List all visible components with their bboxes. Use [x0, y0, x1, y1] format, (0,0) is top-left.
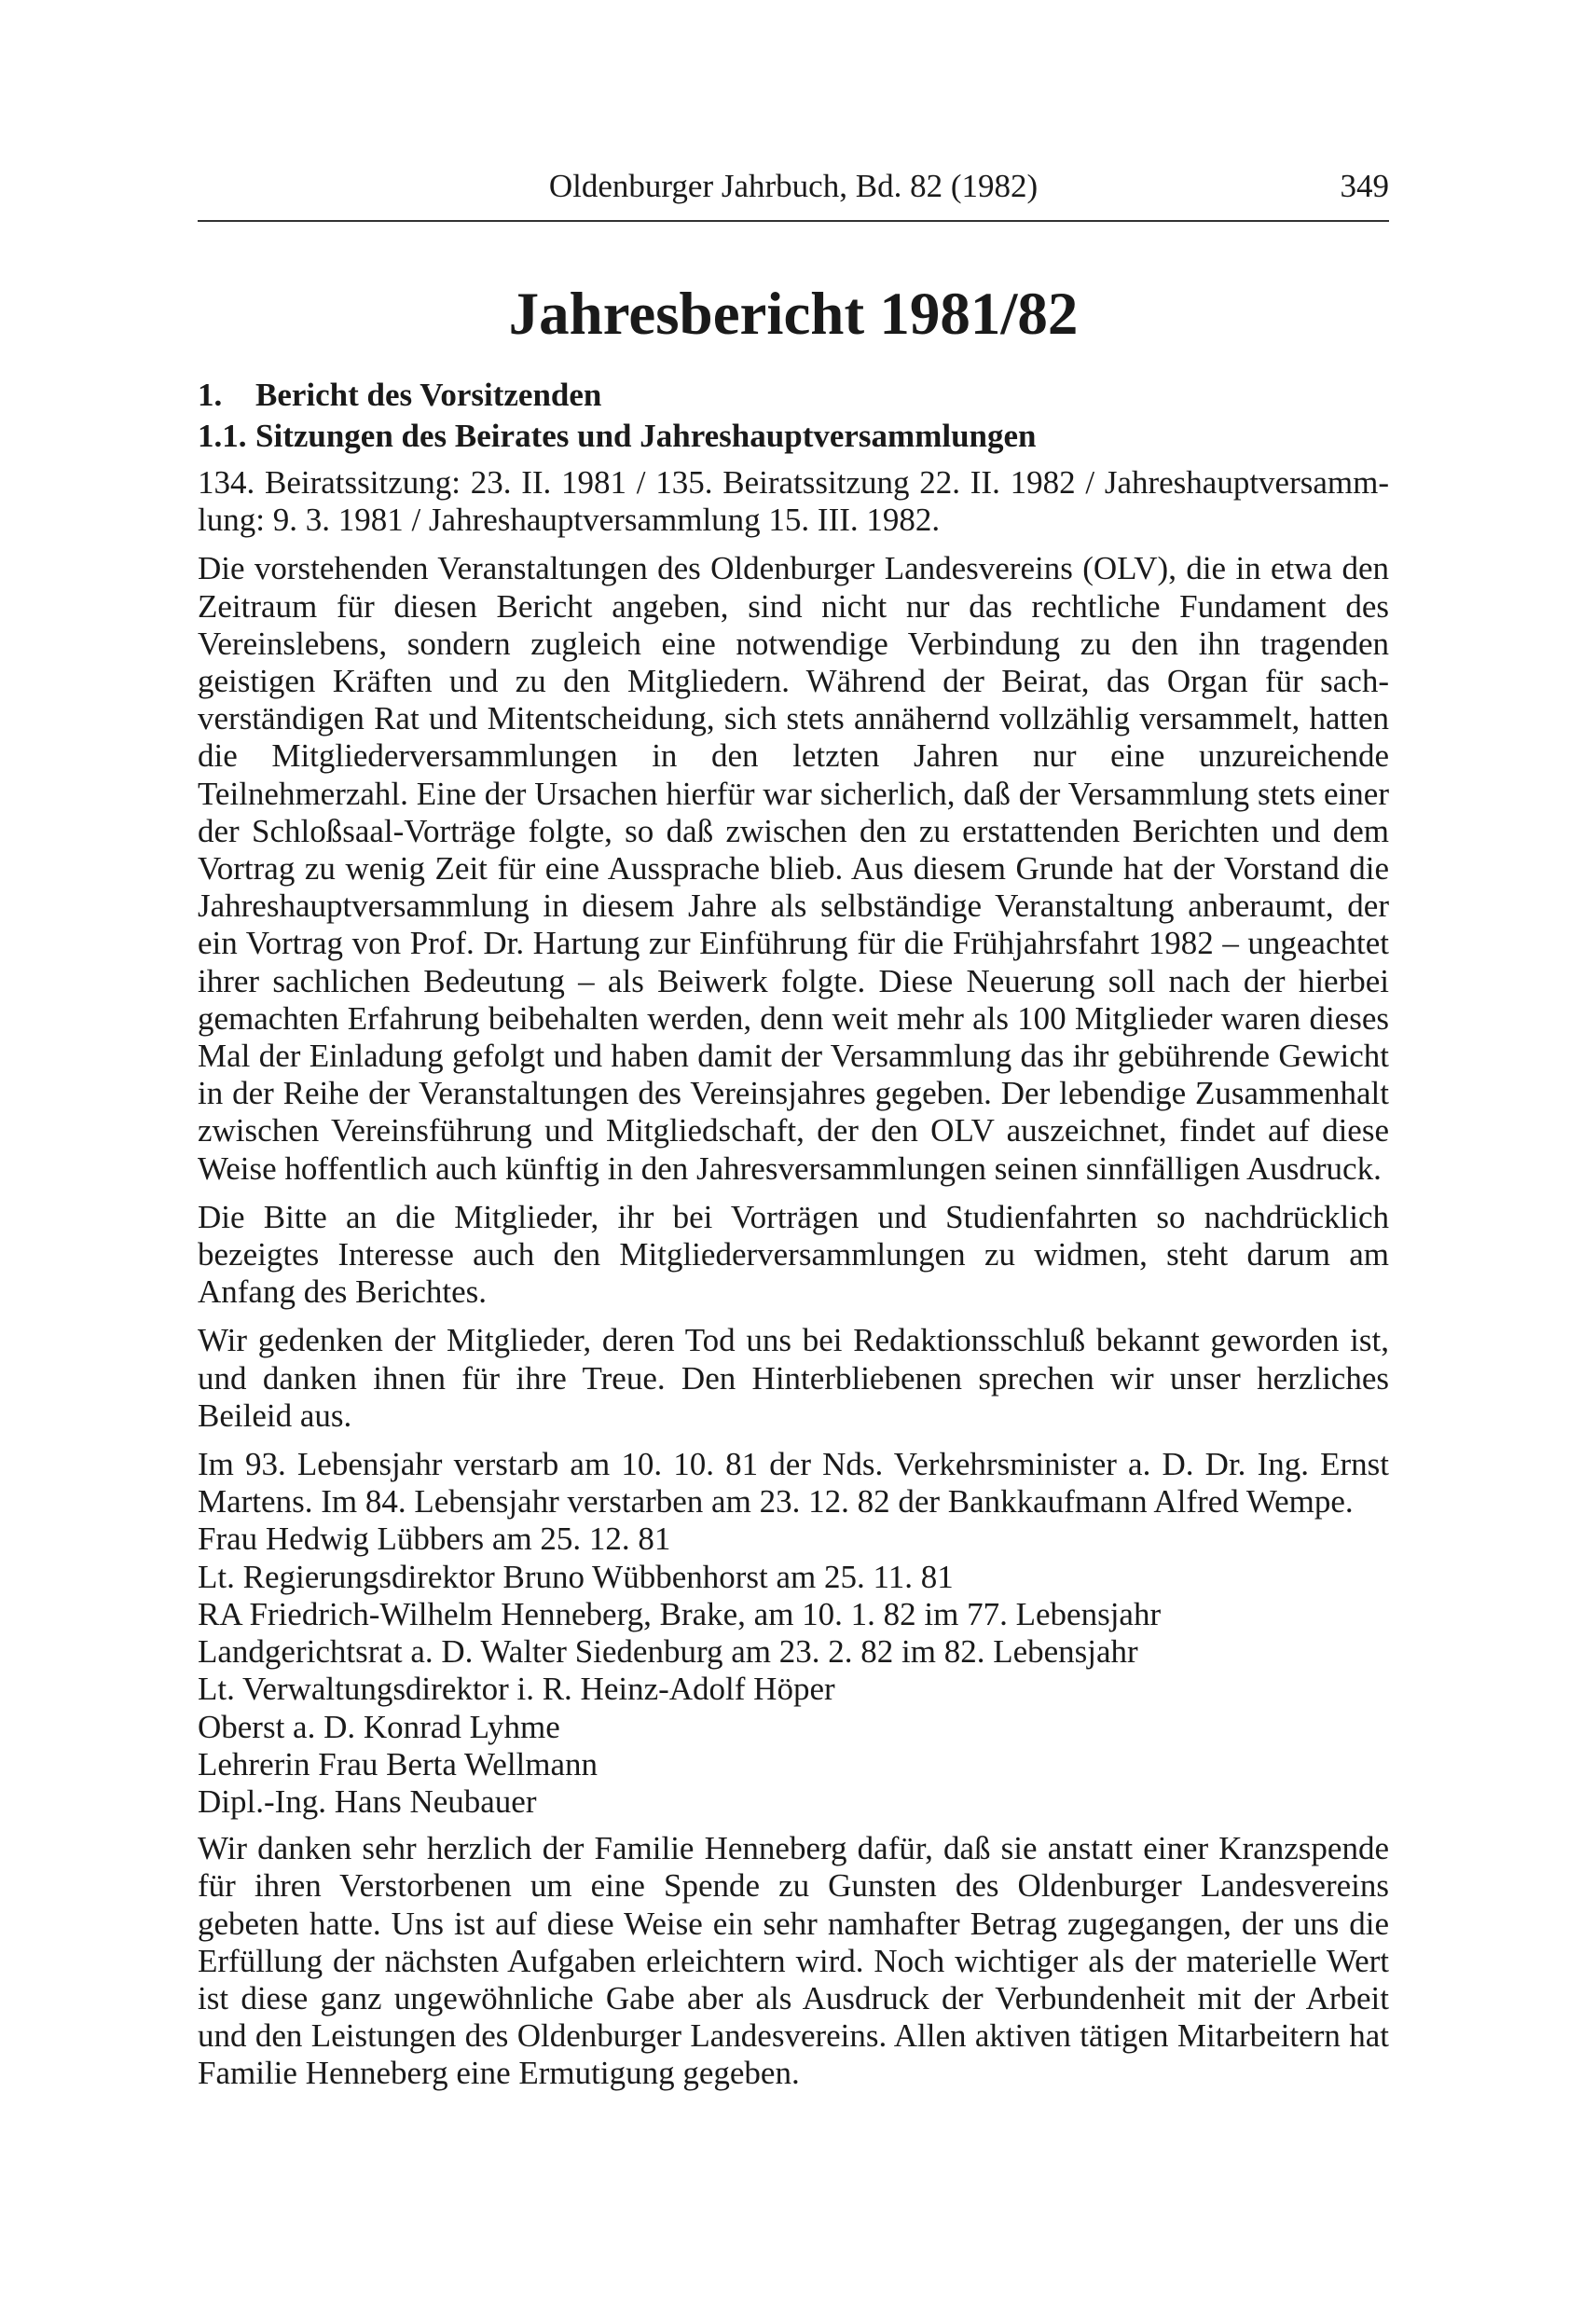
page-number: 349	[1340, 168, 1389, 204]
obituary-line: Frau Hedwig Lübbers am 25. 12. 81	[198, 1521, 671, 1558]
request-paragraph: Die Bitte an die Mitglieder, ihr bei Vorträgen und Studienfahrten so nachdrücklich bezeigtes Interesse auch den Mitgliederversammlungen zu widmen, steht darum am Anfang des Berichtes.	[198, 1198, 1389, 1311]
section-label: Bericht des Vorsitzenden	[255, 377, 602, 413]
section-heading-1	[198, 377, 601, 414]
obituary-line: Landgerichtsrat a. D. Walter Siedenburg am 23. 2. 82 im 82. Lebensjahr	[198, 1633, 1138, 1671]
journal-title: Oldenburger Jahrbuch, Bd. 82 (1982)	[548, 168, 1039, 204]
obituary-line: Lehrerin Frau Berta Wellmann	[198, 1745, 598, 1782]
obituary-line: Lt. Regierungsdirektor Bruno Wübbenhorst am 25. 11. 81	[198, 1558, 954, 1595]
meetings-paragraph: 134. Beiratssitzung: 23. II. 1981 / 135. Beiratssitzung 22. II. 1982 / Jahreshauptversammlung: 9. 3. 1981 / Jahreshauptversammlung 15. III. 1982.	[198, 464, 1389, 539]
section-number: 1.1.	[198, 418, 247, 454]
page-title: Jahresbericht 1981/82	[508, 281, 1079, 348]
running-head	[198, 168, 1389, 216]
section-label: Sitzungen des Beirates und Jahreshauptversammlungen	[255, 418, 1037, 454]
obituary-line: RA Friedrich-Wilhelm Henneberg, Brake, am 10. 1. 82 im 77. Lebensjahr	[198, 1595, 1162, 1632]
header-rule	[198, 220, 1389, 222]
section-number: 1.	[198, 377, 223, 413]
thanks-paragraph: Wir danken sehr herzlich der Familie Henneberg dafür, daß sie anstatt einer Kranzspende für ihren Verstorbenen um eine Spende zu Gunsten des Oldenburger Landesvereins gebeten hatte. Uns ist auf diese Weise ein sehr namhafter Betrag zugegangen, der uns die Erfüllung der nächsten Aufgaben erleichtern wird. Noch wichtiger als der materielle Wert ist diese ganz ungewöhnliche Gabe aber als Ausdruck der Verbundenheit mit der Arbeit und den Leistungen des Oldenburger Landesvereins. Allen aktiven tätigen Mitarbeitern hat Familie Henneberg eine Ermutigung gegeben.	[198, 1830, 1389, 2092]
body-text	[198, 464, 1389, 2104]
events-paragraph: Die vorstehenden Veranstaltungen des Oldenburger Landesvereins (OLV), die in etwa den Zeitraum für diesen Bericht angeben, sind nicht nur das rechtliche Fundament des Vereinslebens, sondern zugleich eine notwendige Verbindung zu den ihn tragenden geistigen Kräften und zu den Mitgliedern. Während der Beirat, das Organ für sachverständigen Rat und Mitentscheidung, sich stets annähernd vollzählig versammelt, hatten die Mitgliederversammlungen in den letzten Jahren nur eine unzureichende Teilnehmerzahl. Eine der Ursachen hierfür war sicherlich, daß der Versammlung stets einer der Schloßsaal-Vorträge folgte, so daß zwischen den zu erstattenden Berichten und dem Vortrag zu wenig Zeit für eine Aussprache blieb. Aus diesem Grunde hat der Vorstand die Jahreshauptversammlung in diesem Jahre als selbständige Veranstaltung anberaumt, der ein Vortrag von Prof. Dr. Hartung zur Einführung für die Frühjahrsfahrt 1982 – ungeachtet ihrer sachlichen Bedeutung – als Beiwerk folgte. Diese Neuerung soll nach der hierbei gemachten Erfahrung beibehalten werden, denn weit mehr als 100 Mitglieder waren dieses Mal der Einladung gefolgt und haben damit der Versammlung das ihr gebührende Gewicht in der Reihe der Veranstaltungen des Vereinsjahres gegeben. Der lebendige Zusammenhalt zwischen Vereinsführung und Mitgliedschaft, der den OLV auszeichnet, findet auf diese Weise hoffentlich auch künftig in den Jahresversammlungen seinen sinnfälligen Ausdruck.	[198, 550, 1389, 1187]
remembrance-paragraph: Wir gedenken der Mitglieder, deren Tod uns bei Redaktionsschluß bekannt geworden ist, und danken ihnen für ihre Treue. Den Hinterbliebenen sprechen wir unser herzliches Beileid aus.	[198, 1322, 1389, 1434]
obituary-intro: Im 93. Lebensjahr verstarb am 10. 10. 81 der Nds. Verkehrsminister a. D. Dr. Ing. Ernst Martens. Im 84. Lebensjahr verstarben am 23. 12. 82 der Bankkaufmann Alfred Wempe.	[198, 1446, 1389, 1521]
obituary-line: Oberst a. D. Konrad Lyhme	[198, 1708, 560, 1745]
obituary-line: Dipl.-Ing. Hans Neubauer	[198, 1782, 537, 1820]
obituary-list	[198, 1446, 1389, 1821]
section-heading-1-1	[198, 418, 1037, 455]
obituary-line: Lt. Verwaltungsdirektor i. R. Heinz-Adolf Höper	[198, 1671, 835, 1708]
